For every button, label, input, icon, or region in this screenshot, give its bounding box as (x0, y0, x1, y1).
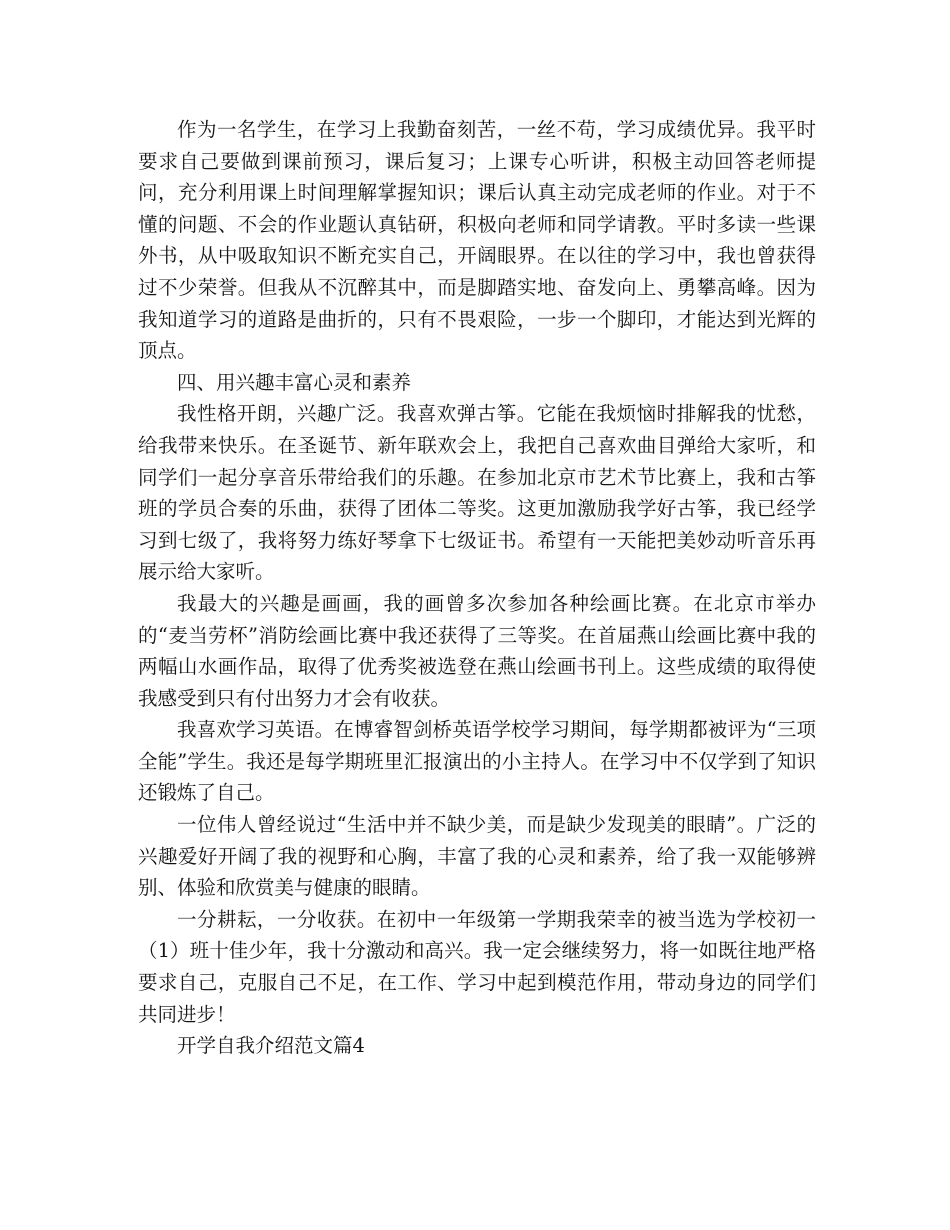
paragraph-english: 我喜欢学习英语。在博睿智剑桥英语学校学习期间，每学期都被评为“三项全能”学生。我还是每学期班里汇报演出的小主持人。在学习中不仅学到了知识还锻炼了自己。 (138, 718, 816, 805)
document-page (138, 114, 816, 1062)
paragraph-guzheng: 我性格开朗，兴趣广泛。我喜欢弹古筝。它能在我烦恼时排解我的忧愁，给我带来快乐。在圣诞节、新年联欢会上，我把自己喜欢曲目弹给大家听，和同学们一起分享音乐带给我们的乐趣。在参加北京市艺术节比赛上，我和古筝班的学员合奏的乐曲，获得了团体二等奖。这更加激励我学好古筝，我已经学习到七级了，我将努力练好琴拿下七级证书。希望有一天能把美妙动听音乐再展示给大家听。 (138, 402, 816, 584)
paragraph-painting: 我最大的兴趣是画画，我的画曾多次参加各种绘画比赛。在北京市举办的“麦当劳杯”消防绘画比赛中我还获得了三等奖。在首届燕山绘画比赛中我的两幅山水画作品，取得了优秀奖被选登在燕山绘画书刊上。这些成绩的取得使我感受到只有付出努力才会有收获。 (138, 591, 816, 710)
section-heading-interests: 四、用兴趣丰富心灵和素养 (177, 370, 412, 394)
paragraph-quote: 一位伟人曾经说过“生活中并不缺少美，而是缺少发现美的眼睛”。广泛的兴趣爱好开阔了我的视野和心胸，丰富了我的心灵和素养，给了我一双能够辨别、体验和欣赏美与健康的眼睛。 (138, 813, 816, 900)
paragraph-conclusion: 一分耕耘，一分收获。在初中一年级第一学期我荣幸的被当选为学校初一（1）班十佳少年，我十分激动和高兴。我一定会继续努力，将一如既往地严格要求自己，克服自己不足，在工作、学习中起到模范作用，带动身边的同学们共同进步！ (138, 907, 816, 1026)
paragraph-study: 作为一名学生，在学习上我勤奋刻苦，一丝不苟，学习成绩优异。我平时要求自己要做到课前预习，课后复习；上课专心听讲，积极主动回答老师提问，充分利用课上时间理解掌握知识；课后认真主动完成老师的作业。对于不懂的问题、不会的作业题认真钻研，积极向老师和同学请教。平时多读一些课外书，从中吸取知识不断充实自己，开阔眼界。在以往的学习中，我也曾获得过不少荣誉。但我从不沉醉其中，而是脚踏实地、奋发向上、勇攀高峰。因为我知道学习的道路是曲折的，只有不畏艰险，一步一个脚印，才能达到光辉的顶点。 (138, 118, 816, 363)
next-article-title: 开学自我介绍范文篇4 (177, 1034, 365, 1058)
